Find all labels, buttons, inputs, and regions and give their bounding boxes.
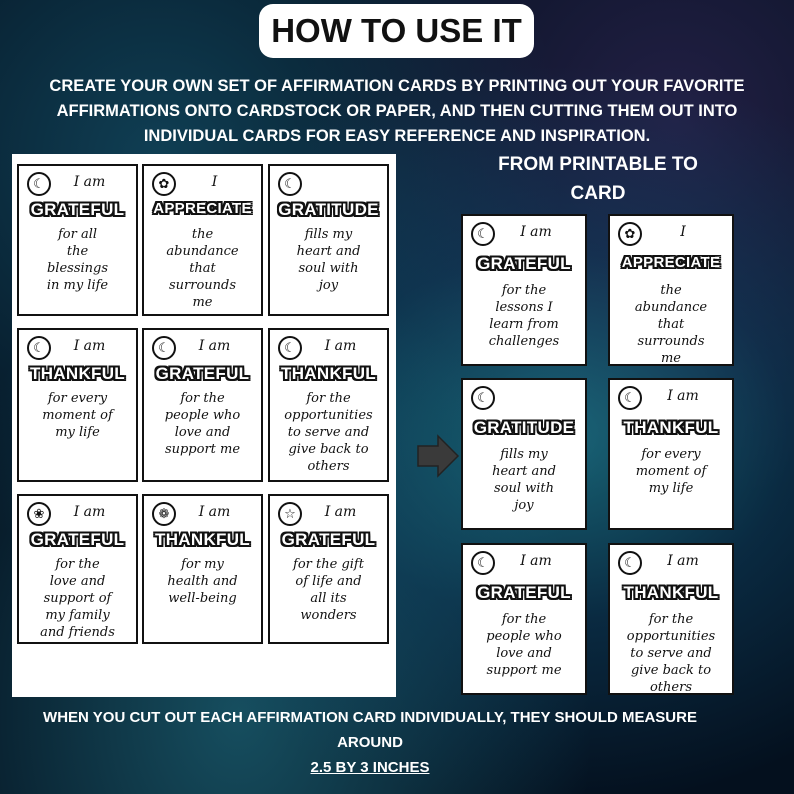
card-intro: I xyxy=(211,174,218,190)
sheet-card xyxy=(268,164,389,316)
card-intro: I am xyxy=(73,338,106,354)
right-arrow-icon xyxy=(416,434,460,478)
lotus-icon: ❀ xyxy=(27,502,51,526)
moon-lotus-icon: ☾ xyxy=(27,336,51,360)
intro-text: CREATE YOUR OWN SET OF AFFIRMATION CARDS BY PRINTING OUT YOUR FAVORITE AFFIRMATIONS ONTO CARDSTOCK OR PAPER, AND THEN CUTTING THEM OUT INTO INDIVIDUAL CARDS FOR EASY REFERENCE AND INSPIRATION. xyxy=(49,77,745,145)
card-intro: I am xyxy=(667,553,699,569)
card-keyword: GRATITUDE xyxy=(473,418,575,437)
card-affirmation: for the opportunities to serve and give back to others xyxy=(626,612,716,695)
sheet-card xyxy=(268,494,389,644)
sheet-card xyxy=(17,328,138,482)
card-intro: I xyxy=(680,224,686,240)
card-intro: I am xyxy=(198,338,231,354)
sheet-card xyxy=(142,328,263,482)
card-affirmation: for my health and well-being xyxy=(167,557,238,606)
cut-card xyxy=(461,543,587,695)
card-intro: I am xyxy=(520,553,552,569)
card-keyword: GRATEFUL xyxy=(30,200,125,219)
card-keyword: THANKFUL xyxy=(623,583,719,602)
floral-moon-icon: ✿ xyxy=(618,222,642,246)
card-size: 2.5 BY 3 INCHES xyxy=(310,759,430,776)
card-keyword: GRATITUDE xyxy=(278,200,379,219)
moon-lotus-icon: ☾ xyxy=(618,551,642,575)
card-intro: I am xyxy=(324,338,357,354)
moon-lotus-icon: ☾ xyxy=(27,172,51,196)
card-affirmation: for the lessons I learn from challenges xyxy=(488,283,560,349)
footer-text: WHEN YOU CUT OUT EACH AFFIRMATION CARD INDIVIDUALLY, THEY SHOULD MEASURE AROUND xyxy=(43,709,697,751)
card-intro: I am xyxy=(324,504,357,520)
card-affirmation: for the people who love and support me xyxy=(486,612,562,678)
card-affirmation: fills my heart and soul with joy xyxy=(296,227,361,293)
moon-flower-icon: ☾ xyxy=(152,336,176,360)
card-affirmation: for the people who love and support me xyxy=(164,391,241,457)
card-affirmation: the abundance that surrounds me xyxy=(166,227,239,310)
card-keyword: APPRECIATE xyxy=(153,200,252,217)
card-keyword: GRATEFUL xyxy=(155,364,250,383)
card-affirmation: for the love and support of my family and friends xyxy=(40,557,115,640)
cut-card xyxy=(608,378,734,530)
sheet-card xyxy=(142,494,263,644)
moon-flower-icon: ☾ xyxy=(278,172,302,196)
card-keyword: GRATEFUL xyxy=(30,530,125,549)
panel-heading: FROM PRINTABLE TO CARD xyxy=(498,154,698,204)
page-title: HOW TO USE IT xyxy=(259,4,534,58)
card-affirmation: for every moment of my life xyxy=(635,447,707,496)
moon-star-icon: ☆ xyxy=(278,502,302,526)
cut-card xyxy=(608,214,734,366)
sheet-card xyxy=(17,164,138,316)
lotus-moon-icon: ❁ xyxy=(152,502,176,526)
card-intro: I am xyxy=(520,224,552,240)
card-affirmation: the abundance that surrounds me xyxy=(634,283,708,366)
card-intro: I am xyxy=(667,388,699,404)
card-intro: I am xyxy=(198,504,231,520)
card-affirmation: for the opportunities to serve and give back to others xyxy=(284,391,373,474)
moon-flower-icon: ☾ xyxy=(471,551,495,575)
card-keyword: APPRECIATE xyxy=(621,254,721,271)
card-affirmation: for every moment of my life xyxy=(42,391,113,440)
card-affirmation: fills my heart and soul with joy xyxy=(492,447,556,513)
card-keyword: THANKFUL xyxy=(281,364,376,383)
printable-sheet xyxy=(12,154,396,697)
moon-lotus-icon: ☾ xyxy=(618,386,642,410)
sheet-card xyxy=(268,328,389,482)
moon-lotus-icon: ☾ xyxy=(471,222,495,246)
moon-lotus-icon: ☾ xyxy=(278,336,302,360)
card-keyword: GRATEFUL xyxy=(477,254,571,273)
cut-card xyxy=(461,214,587,366)
card-intro: I am xyxy=(73,174,106,190)
card-affirmation: for the gift of life and all its wonders xyxy=(293,557,364,623)
card-keyword: THANKFUL xyxy=(155,530,250,549)
card-affirmation: for all the blessings in my life xyxy=(46,227,109,293)
card-intro: I am xyxy=(73,504,106,520)
card-keyword: THANKFUL xyxy=(623,418,719,437)
card-keyword: THANKFUL xyxy=(30,364,125,383)
moon-flower-icon: ☾ xyxy=(471,386,495,410)
floral-moon-icon: ✿ xyxy=(152,172,176,196)
card-keyword: GRATEFUL xyxy=(281,530,376,549)
footer xyxy=(20,705,720,780)
sheet-card xyxy=(17,494,138,644)
cut-card xyxy=(461,378,587,530)
card-keyword: GRATEFUL xyxy=(477,583,571,602)
sheet-card xyxy=(142,164,263,316)
cut-card xyxy=(608,543,734,695)
